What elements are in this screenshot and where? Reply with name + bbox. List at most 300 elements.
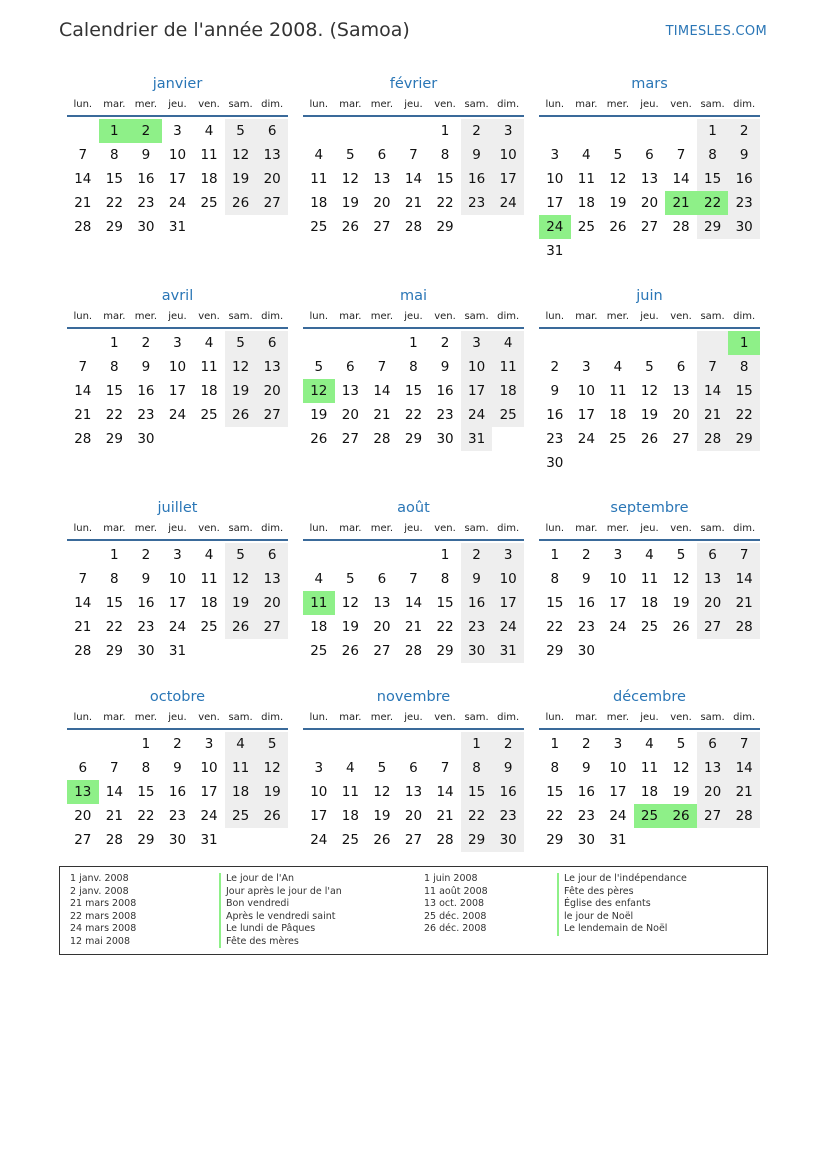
day-cell[interactable]: 21: [728, 591, 760, 615]
day-cell[interactable]: 13: [672, 383, 690, 399]
day-cell[interactable]: 21: [74, 619, 92, 635]
day-cell[interactable]: 31: [609, 832, 627, 848]
day-cell[interactable]: 10: [168, 571, 187, 587]
day-cell[interactable]: 27: [256, 191, 288, 215]
day-cell[interactable]: 27: [640, 219, 659, 235]
day-cell[interactable]: 7: [728, 732, 760, 756]
day-cell[interactable]: 28: [74, 219, 92, 235]
day-cell[interactable]: 24: [461, 403, 493, 427]
day-cell[interactable]: 23: [492, 804, 524, 828]
day-cell[interactable]: 23: [137, 407, 155, 423]
day-cell[interactable]: 14: [404, 595, 423, 611]
day-cell[interactable]: 23: [546, 431, 564, 447]
day-cell[interactable]: 17: [200, 784, 218, 800]
day-cell[interactable]: 24: [492, 615, 524, 639]
day-cell[interactable]: 29: [436, 219, 454, 235]
day-cell[interactable]: 22: [105, 195, 123, 211]
day-cell[interactable]: 15: [546, 595, 564, 611]
day-cell[interactable]: 5: [676, 547, 686, 563]
day-cell[interactable]: 14: [728, 756, 760, 780]
day-cell[interactable]: 16: [461, 591, 493, 615]
day-cell[interactable]: 8: [728, 355, 760, 379]
day-cell[interactable]: 17: [546, 195, 564, 211]
day-cell[interactable]: 12: [373, 784, 391, 800]
day-cell[interactable]: 31: [168, 219, 187, 235]
day-cell[interactable]: 12: [341, 171, 359, 187]
day-cell[interactable]: 2: [492, 732, 524, 756]
day-cell[interactable]: 1: [550, 547, 560, 563]
day-cell[interactable]: 11: [200, 359, 218, 375]
day-cell[interactable]: 15: [137, 784, 155, 800]
day-cell[interactable]: 9: [582, 760, 591, 776]
day-cell[interactable]: 25: [200, 195, 218, 211]
holiday-day-cell[interactable]: 2: [130, 119, 162, 143]
day-cell[interactable]: 29: [461, 828, 493, 852]
day-cell[interactable]: 12: [672, 571, 690, 587]
day-cell[interactable]: 19: [256, 780, 288, 804]
day-cell[interactable]: 10: [492, 567, 524, 591]
day-cell[interactable]: 11: [200, 147, 218, 163]
day-cell[interactable]: 30: [137, 431, 155, 447]
day-cell[interactable]: 3: [173, 123, 182, 139]
day-cell[interactable]: 18: [310, 619, 328, 635]
day-cell[interactable]: 14: [373, 383, 391, 399]
day-cell[interactable]: 2: [440, 335, 450, 351]
day-cell[interactable]: 7: [697, 355, 729, 379]
day-cell[interactable]: 12: [609, 171, 627, 187]
day-cell[interactable]: 2: [728, 119, 760, 143]
day-cell[interactable]: 17: [492, 591, 524, 615]
day-cell[interactable]: 26: [341, 219, 359, 235]
day-cell[interactable]: 13: [697, 567, 729, 591]
day-cell[interactable]: 3: [613, 547, 623, 563]
day-cell[interactable]: 3: [314, 760, 324, 776]
day-cell[interactable]: 6: [697, 543, 729, 567]
day-cell[interactable]: 25: [200, 619, 218, 635]
day-cell[interactable]: 8: [141, 760, 151, 776]
day-cell[interactable]: 1: [440, 123, 450, 139]
day-cell[interactable]: 7: [78, 571, 88, 587]
day-cell[interactable]: 24: [609, 619, 627, 635]
day-cell[interactable]: 28: [404, 219, 423, 235]
day-cell[interactable]: 26: [609, 219, 627, 235]
day-cell[interactable]: 28: [436, 832, 454, 848]
day-cell[interactable]: 8: [697, 143, 729, 167]
day-cell[interactable]: 31: [200, 832, 218, 848]
day-cell[interactable]: 17: [492, 167, 524, 191]
day-cell[interactable]: 9: [141, 359, 151, 375]
holiday-day-cell[interactable]: 21: [665, 191, 697, 215]
day-cell[interactable]: 26: [225, 191, 257, 215]
day-cell[interactable]: 8: [440, 147, 450, 163]
day-cell[interactable]: 21: [373, 407, 391, 423]
day-cell[interactable]: 15: [697, 167, 729, 191]
day-cell[interactable]: 26: [672, 619, 690, 635]
day-cell[interactable]: 30: [577, 643, 595, 659]
day-cell[interactable]: 20: [341, 407, 359, 423]
day-cell[interactable]: 25: [310, 219, 328, 235]
day-cell[interactable]: 16: [546, 407, 564, 423]
day-cell[interactable]: 18: [492, 379, 524, 403]
day-cell[interactable]: 21: [436, 808, 454, 824]
day-cell[interactable]: 18: [225, 780, 257, 804]
day-cell[interactable]: 18: [640, 784, 659, 800]
day-cell[interactable]: 1: [110, 335, 119, 351]
day-cell[interactable]: 17: [609, 595, 627, 611]
day-cell[interactable]: 16: [492, 780, 524, 804]
day-cell[interactable]: 12: [225, 143, 257, 167]
day-cell[interactable]: 6: [256, 119, 288, 143]
day-cell[interactable]: 29: [137, 832, 155, 848]
day-cell[interactable]: 23: [137, 195, 155, 211]
day-cell[interactable]: 9: [461, 143, 493, 167]
day-cell[interactable]: 11: [640, 571, 659, 587]
day-cell[interactable]: 25: [225, 804, 257, 828]
day-cell[interactable]: 15: [461, 780, 493, 804]
day-cell[interactable]: 14: [105, 784, 123, 800]
day-cell[interactable]: 17: [168, 595, 187, 611]
day-cell[interactable]: 22: [404, 407, 423, 423]
day-cell[interactable]: 26: [640, 431, 659, 447]
day-cell[interactable]: 29: [546, 832, 564, 848]
day-cell[interactable]: 20: [256, 167, 288, 191]
day-cell[interactable]: 28: [697, 427, 729, 451]
day-cell[interactable]: 2: [461, 119, 493, 143]
day-cell[interactable]: 13: [404, 784, 423, 800]
day-cell[interactable]: 11: [341, 784, 359, 800]
day-cell[interactable]: 11: [609, 383, 627, 399]
day-cell[interactable]: 18: [609, 407, 627, 423]
day-cell[interactable]: 14: [672, 171, 690, 187]
day-cell[interactable]: 3: [492, 119, 524, 143]
day-cell[interactable]: 12: [672, 760, 690, 776]
day-cell[interactable]: 6: [645, 147, 654, 163]
day-cell[interactable]: 19: [672, 595, 690, 611]
day-cell[interactable]: 30: [492, 828, 524, 852]
day-cell[interactable]: 21: [404, 195, 423, 211]
day-cell[interactable]: 15: [105, 383, 123, 399]
day-cell[interactable]: 24: [492, 191, 524, 215]
day-cell[interactable]: 5: [346, 147, 355, 163]
day-cell[interactable]: 20: [74, 808, 92, 824]
day-cell[interactable]: 1: [440, 547, 450, 563]
day-cell[interactable]: 19: [225, 379, 257, 403]
day-cell[interactable]: 15: [546, 784, 564, 800]
day-cell[interactable]: 26: [225, 403, 257, 427]
day-cell[interactable]: 11: [310, 171, 328, 187]
day-cell[interactable]: 20: [697, 780, 729, 804]
day-cell[interactable]: 1: [110, 547, 119, 563]
day-cell[interactable]: 27: [672, 431, 690, 447]
day-cell[interactable]: 18: [200, 383, 218, 399]
day-cell[interactable]: 22: [436, 195, 454, 211]
day-cell[interactable]: 19: [640, 407, 659, 423]
day-cell[interactable]: 4: [582, 147, 591, 163]
day-cell[interactable]: 6: [697, 732, 729, 756]
day-cell[interactable]: 29: [404, 431, 423, 447]
day-cell[interactable]: 1: [141, 736, 151, 752]
day-cell[interactable]: 30: [461, 639, 493, 663]
holiday-day-cell[interactable]: 24: [539, 215, 571, 239]
day-cell[interactable]: 19: [609, 195, 627, 211]
day-cell[interactable]: 4: [613, 359, 623, 375]
day-cell[interactable]: 31: [461, 427, 493, 451]
day-cell[interactable]: 11: [492, 355, 524, 379]
day-cell[interactable]: 21: [74, 407, 92, 423]
day-cell[interactable]: 8: [409, 359, 418, 375]
day-cell[interactable]: 6: [377, 147, 387, 163]
day-cell[interactable]: 20: [697, 591, 729, 615]
day-cell[interactable]: 17: [168, 171, 187, 187]
day-cell[interactable]: 3: [550, 147, 560, 163]
day-cell[interactable]: 2: [461, 543, 493, 567]
day-cell[interactable]: 13: [373, 171, 391, 187]
day-cell[interactable]: 30: [436, 431, 454, 447]
day-cell[interactable]: 4: [645, 736, 654, 752]
day-cell[interactable]: 23: [461, 615, 493, 639]
day-cell[interactable]: 25: [492, 403, 524, 427]
day-cell[interactable]: 13: [697, 756, 729, 780]
day-cell[interactable]: 9: [492, 756, 524, 780]
holiday-day-cell[interactable]: 26: [665, 804, 697, 828]
day-cell[interactable]: 30: [168, 832, 187, 848]
day-cell[interactable]: 10: [577, 383, 595, 399]
day-cell[interactable]: 2: [582, 547, 591, 563]
brand-logo[interactable]: TIMESLES.COM: [665, 24, 767, 39]
day-cell[interactable]: 21: [697, 403, 729, 427]
day-cell[interactable]: 24: [168, 195, 187, 211]
day-cell[interactable]: 5: [225, 331, 257, 355]
day-cell[interactable]: 19: [341, 619, 359, 635]
holiday-day-cell[interactable]: 12: [303, 379, 335, 403]
day-cell[interactable]: 10: [546, 171, 564, 187]
day-cell[interactable]: 23: [577, 619, 595, 635]
day-cell[interactable]: 19: [225, 167, 257, 191]
day-cell[interactable]: 9: [173, 760, 182, 776]
day-cell[interactable]: 6: [377, 571, 387, 587]
day-cell[interactable]: 19: [373, 808, 391, 824]
day-cell[interactable]: 9: [440, 359, 450, 375]
day-cell[interactable]: 7: [409, 147, 418, 163]
day-cell[interactable]: 10: [492, 143, 524, 167]
day-cell[interactable]: 6: [256, 543, 288, 567]
day-cell[interactable]: 24: [577, 431, 595, 447]
day-cell[interactable]: 21: [404, 619, 423, 635]
day-cell[interactable]: 18: [640, 595, 659, 611]
day-cell[interactable]: 28: [404, 643, 423, 659]
day-cell[interactable]: 7: [78, 359, 88, 375]
day-cell[interactable]: 3: [613, 736, 623, 752]
day-cell[interactable]: 22: [461, 804, 493, 828]
day-cell[interactable]: 20: [256, 379, 288, 403]
day-cell[interactable]: 2: [582, 736, 591, 752]
day-cell[interactable]: 23: [137, 619, 155, 635]
day-cell[interactable]: 2: [141, 335, 151, 351]
day-cell[interactable]: 25: [200, 407, 218, 423]
day-cell[interactable]: 14: [697, 379, 729, 403]
day-cell[interactable]: 27: [697, 615, 729, 639]
holiday-day-cell[interactable]: 13: [67, 780, 99, 804]
day-cell[interactable]: 6: [676, 359, 686, 375]
day-cell[interactable]: 8: [110, 571, 119, 587]
day-cell[interactable]: 27: [373, 219, 391, 235]
day-cell[interactable]: 26: [341, 643, 359, 659]
day-cell[interactable]: 15: [436, 171, 454, 187]
day-cell[interactable]: 24: [609, 808, 627, 824]
day-cell[interactable]: 18: [200, 171, 218, 187]
day-cell[interactable]: 4: [225, 732, 257, 756]
day-cell[interactable]: 22: [546, 619, 564, 635]
day-cell[interactable]: 22: [728, 403, 760, 427]
day-cell[interactable]: 16: [137, 171, 155, 187]
day-cell[interactable]: 6: [346, 359, 355, 375]
day-cell[interactable]: 20: [404, 808, 423, 824]
day-cell[interactable]: 7: [676, 147, 686, 163]
day-cell[interactable]: 30: [137, 219, 155, 235]
day-cell[interactable]: 22: [546, 808, 564, 824]
day-cell[interactable]: 2: [141, 547, 151, 563]
day-cell[interactable]: 25: [341, 832, 359, 848]
day-cell[interactable]: 27: [373, 643, 391, 659]
day-cell[interactable]: 17: [577, 407, 595, 423]
day-cell[interactable]: 30: [137, 643, 155, 659]
day-cell[interactable]: 5: [613, 147, 623, 163]
day-cell[interactable]: 8: [440, 571, 450, 587]
day-cell[interactable]: 27: [341, 431, 359, 447]
day-cell[interactable]: 3: [461, 331, 493, 355]
day-cell[interactable]: 15: [105, 595, 123, 611]
day-cell[interactable]: 16: [168, 784, 187, 800]
holiday-day-cell[interactable]: 1: [99, 119, 131, 143]
day-cell[interactable]: 11: [577, 171, 595, 187]
day-cell[interactable]: 10: [168, 359, 187, 375]
day-cell[interactable]: 19: [672, 784, 690, 800]
day-cell[interactable]: 27: [74, 832, 92, 848]
day-cell[interactable]: 23: [461, 191, 493, 215]
day-cell[interactable]: 26: [256, 804, 288, 828]
day-cell[interactable]: 18: [341, 808, 359, 824]
day-cell[interactable]: 20: [640, 195, 659, 211]
day-cell[interactable]: 13: [640, 171, 659, 187]
holiday-day-cell[interactable]: 25: [634, 804, 666, 828]
day-cell[interactable]: 11: [640, 760, 659, 776]
day-cell[interactable]: 13: [256, 567, 288, 591]
day-cell[interactable]: 27: [256, 615, 288, 639]
day-cell[interactable]: 5: [314, 359, 324, 375]
day-cell[interactable]: 13: [256, 355, 288, 379]
day-cell[interactable]: 14: [728, 567, 760, 591]
day-cell[interactable]: 27: [404, 832, 423, 848]
day-cell[interactable]: 9: [550, 383, 560, 399]
day-cell[interactable]: 9: [728, 143, 760, 167]
day-cell[interactable]: 8: [550, 571, 560, 587]
day-cell[interactable]: 3: [204, 736, 214, 752]
day-cell[interactable]: 14: [74, 383, 92, 399]
day-cell[interactable]: 7: [728, 543, 760, 567]
day-cell[interactable]: 12: [225, 567, 257, 591]
holiday-day-cell[interactable]: 1: [728, 331, 760, 355]
day-cell[interactable]: 29: [105, 431, 123, 447]
day-cell[interactable]: 3: [173, 335, 182, 351]
day-cell[interactable]: 28: [728, 804, 760, 828]
day-cell[interactable]: 14: [74, 595, 92, 611]
day-cell[interactable]: 21: [105, 808, 123, 824]
day-cell[interactable]: 3: [492, 543, 524, 567]
day-cell[interactable]: 12: [225, 355, 257, 379]
day-cell[interactable]: 1: [461, 732, 493, 756]
day-cell[interactable]: 5: [645, 359, 654, 375]
day-cell[interactable]: 10: [168, 147, 187, 163]
day-cell[interactable]: 18: [310, 195, 328, 211]
day-cell[interactable]: 30: [546, 455, 564, 471]
day-cell[interactable]: 4: [204, 335, 214, 351]
day-cell[interactable]: 20: [672, 407, 690, 423]
day-cell[interactable]: 17: [310, 808, 328, 824]
day-cell[interactable]: 23: [577, 808, 595, 824]
day-cell[interactable]: 9: [582, 571, 591, 587]
day-cell[interactable]: 4: [204, 123, 214, 139]
holiday-day-cell[interactable]: 11: [303, 591, 335, 615]
day-cell[interactable]: 13: [256, 143, 288, 167]
day-cell[interactable]: 9: [461, 567, 493, 591]
day-cell[interactable]: 3: [582, 359, 591, 375]
day-cell[interactable]: 20: [373, 195, 391, 211]
day-cell[interactable]: 8: [110, 147, 119, 163]
day-cell[interactable]: 29: [697, 215, 729, 239]
day-cell[interactable]: 28: [373, 431, 391, 447]
day-cell[interactable]: 5: [346, 571, 355, 587]
day-cell[interactable]: 21: [728, 780, 760, 804]
day-cell[interactable]: 13: [373, 595, 391, 611]
day-cell[interactable]: 1: [697, 119, 729, 143]
day-cell[interactable]: 30: [728, 215, 760, 239]
day-cell[interactable]: 25: [577, 219, 595, 235]
day-cell[interactable]: 18: [200, 595, 218, 611]
day-cell[interactable]: 5: [256, 732, 288, 756]
day-cell[interactable]: 20: [373, 619, 391, 635]
day-cell[interactable]: 2: [173, 736, 182, 752]
day-cell[interactable]: 5: [225, 119, 257, 143]
day-cell[interactable]: 16: [137, 595, 155, 611]
day-cell[interactable]: 14: [436, 784, 454, 800]
day-cell[interactable]: 30: [577, 832, 595, 848]
day-cell[interactable]: 10: [461, 355, 493, 379]
day-cell[interactable]: 28: [105, 832, 123, 848]
day-cell[interactable]: 14: [74, 171, 92, 187]
holiday-day-cell[interactable]: 22: [697, 191, 729, 215]
day-cell[interactable]: 16: [577, 595, 595, 611]
day-cell[interactable]: 21: [74, 195, 92, 211]
day-cell[interactable]: 11: [200, 571, 218, 587]
day-cell[interactable]: 12: [341, 595, 359, 611]
day-cell[interactable]: 4: [346, 760, 355, 776]
day-cell[interactable]: 22: [137, 808, 155, 824]
day-cell[interactable]: 31: [168, 643, 187, 659]
day-cell[interactable]: 7: [78, 147, 88, 163]
day-cell[interactable]: 31: [546, 243, 564, 259]
day-cell[interactable]: 9: [141, 147, 151, 163]
day-cell[interactable]: 17: [609, 784, 627, 800]
day-cell[interactable]: 15: [728, 379, 760, 403]
day-cell[interactable]: 7: [110, 760, 119, 776]
day-cell[interactable]: 23: [168, 808, 187, 824]
day-cell[interactable]: 12: [640, 383, 659, 399]
day-cell[interactable]: 2: [550, 359, 560, 375]
day-cell[interactable]: 22: [105, 407, 123, 423]
day-cell[interactable]: 25: [640, 619, 659, 635]
day-cell[interactable]: 10: [609, 571, 627, 587]
day-cell[interactable]: 15: [436, 595, 454, 611]
